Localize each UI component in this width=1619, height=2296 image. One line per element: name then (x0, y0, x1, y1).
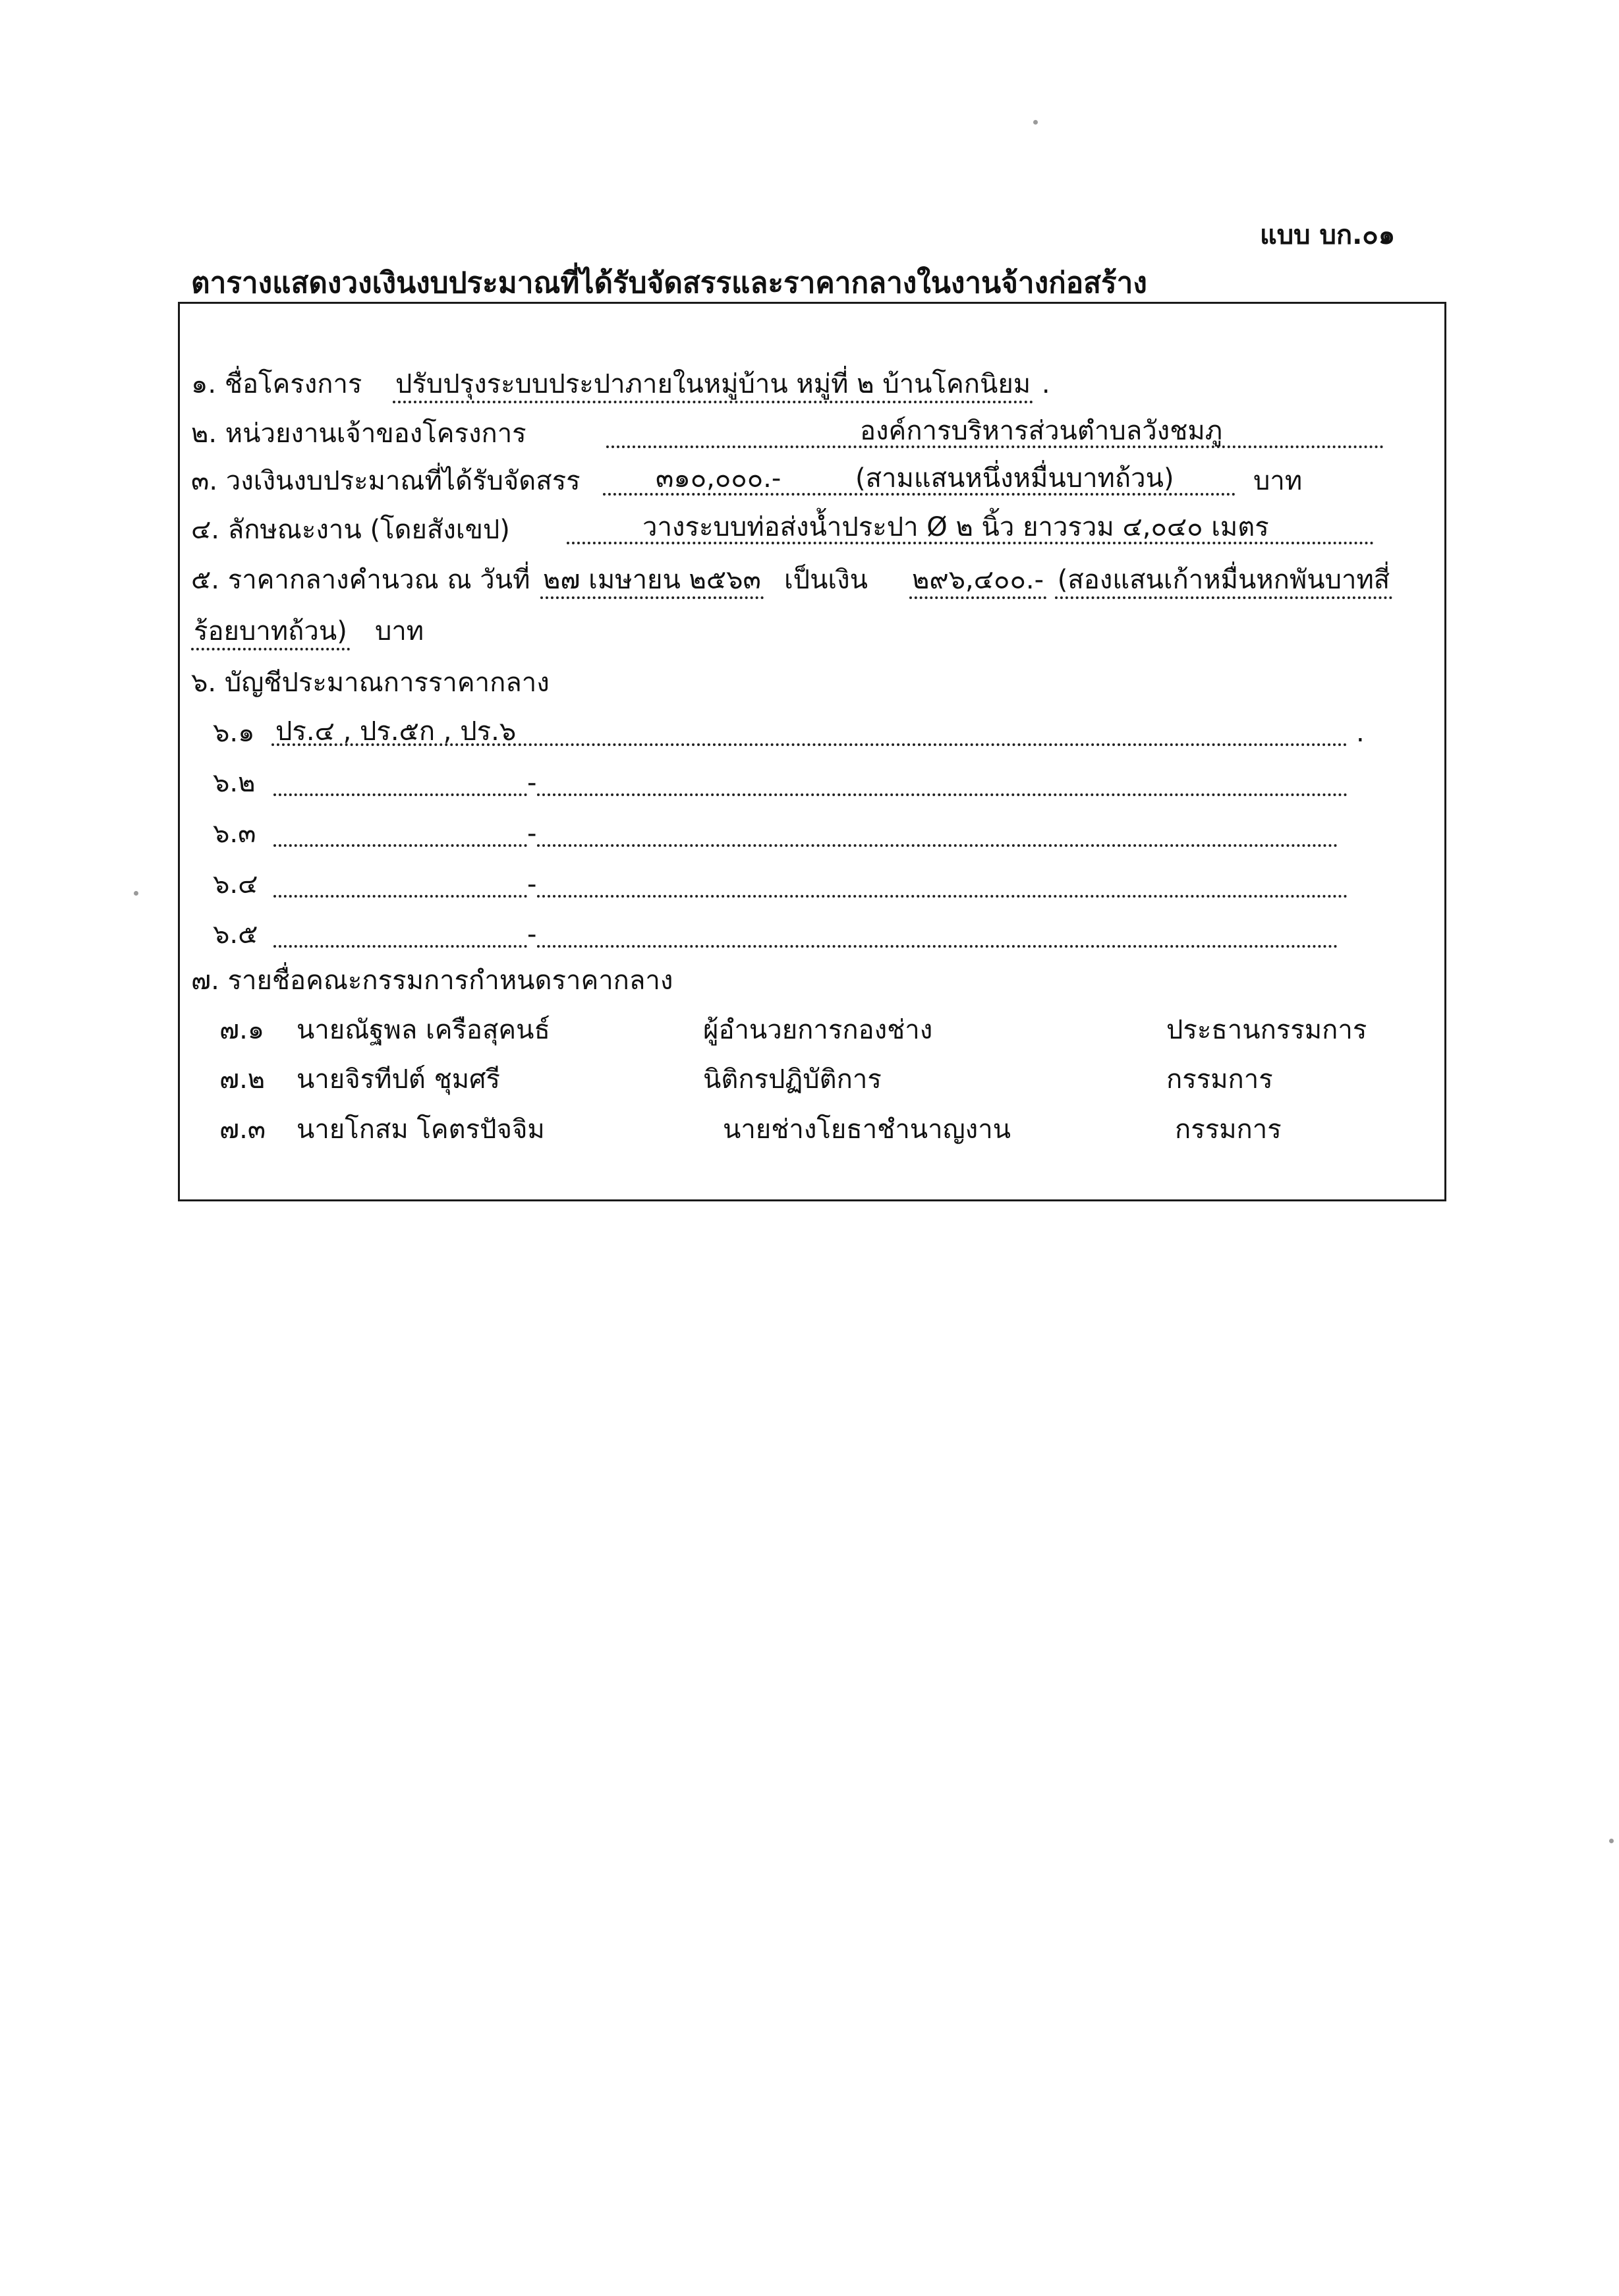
price-account-no: ๖.๕ (213, 919, 258, 950)
committee-member-position: นิติกรปฏิบัติการ (703, 1064, 882, 1095)
scan-speck (1609, 1839, 1614, 1843)
committee-member-no: ๗.๒ (219, 1064, 266, 1095)
committee-member-role: ประธานกรรมการ (1166, 1015, 1367, 1045)
budget-unit: บาท (1253, 466, 1303, 496)
budget-label: ๓. วงเงินงบประมาณที่ได้รับจัดสรร (191, 466, 581, 496)
reference-price-date: ๒๗ เมษายน ๒๕๖๓ (540, 565, 764, 599)
price-account-no: ๖.๒ (213, 768, 256, 798)
project-name-label: ๑. ชื่อโครงการ (191, 369, 362, 399)
reference-price-words-1: (สองแสนเก้าหมื่นหกพันบาทสี่ (1055, 565, 1392, 599)
price-account-leader (273, 895, 527, 898)
work-nature-label: ๔. ลักษณะงาน (โดยสังเขป) (191, 515, 510, 545)
scan-speck (1033, 120, 1038, 125)
price-account-leader (273, 844, 527, 847)
price-account-value: ปร.๔ , ปร.๕ก , ปร.๖ (275, 716, 517, 747)
reference-price-unit: บาท (374, 616, 424, 646)
price-account-leader (537, 895, 1348, 898)
price-account-fill-line (271, 743, 1348, 746)
owner-agency-value: องค์การบริหารส่วนตำบลวังชมภู (860, 416, 1223, 446)
price-account-mark: - (527, 818, 537, 849)
committee-member-name: นายณัฐพล เครือสุคนธ์ (297, 1015, 550, 1045)
committee-member-role: กรรมการ (1166, 1064, 1273, 1095)
budget-words: (สามแสนหนึ่งหมื่นบาทถ้วน) (855, 463, 1174, 494)
price-account-leader (537, 844, 1338, 847)
reference-price-words-2: ร้อยบาทถ้วน) (191, 616, 350, 650)
project-name-value: ปรับปรุงระบบประปาภายในหมู่บ้าน หมู่ที่ ๒ บ้านโคกนิยม (393, 369, 1033, 403)
reference-price-amount-wrap (909, 561, 1392, 598)
committee-member-no: ๗.๓ (219, 1114, 266, 1145)
price-account-no: ๖.๑ (213, 718, 255, 748)
price-account-leader (273, 945, 527, 948)
document-title: ตารางแสดงวงเงินงบประมาณที่ได้รับจัดสรรและราคากลางในงานจ้างก่อสร้าง (191, 266, 1147, 300)
price-account-leader (537, 793, 1348, 796)
reference-price-amount-label: เป็นเงิน (784, 565, 868, 595)
project-name-row (191, 366, 362, 403)
committee-label: ๗. รายชื่อคณะกรรมการกำหนดราคากลาง (191, 965, 673, 996)
committee-member-position: ผู้อำนวยการกองช่าง (703, 1015, 933, 1045)
price-account-mark: - (527, 768, 537, 798)
project-name-value-wrap: ปรับปรุงระบบประปาภายในหมู่บ้าน หมู่ที่ ๒ บ้านโคกนิยม . (393, 366, 1050, 403)
price-account-dot: . (1356, 718, 1365, 748)
price-account-no: ๖.๓ (213, 818, 256, 849)
committee-member-name: นายจิรทีปต์ ชุมศรี (297, 1064, 501, 1095)
price-account-mark: - (527, 869, 537, 900)
reference-price-label: ๕. ราคากลางคำนวณ ณ วันที่ (191, 565, 530, 595)
committee-member-no: ๗.๑ (219, 1015, 265, 1045)
form-code: แบบ บก.๐๑ (1260, 220, 1396, 250)
owner-agency-label: ๒. หน่วยงานเจ้าของโครงการ (191, 418, 526, 449)
price-accounts-label: ๖. บัญชีประมาณการราคากลาง (191, 668, 550, 698)
reference-price-date-wrap (540, 561, 764, 598)
work-nature-value: วางระบบท่อส่งน้ำประปา Ø ๒ นิ้ว ยาวรวม ๔,๐๔๐ เมตร (642, 512, 1269, 542)
committee-member-name: นายโกสม โคตรปัจจิม (297, 1114, 545, 1145)
price-account-no: ๖.๔ (213, 869, 258, 900)
committee-member-role: กรรมการ (1175, 1114, 1282, 1145)
scan-speck (134, 891, 138, 896)
committee-member-position: นายช่างโยธาชำนาญงาน (723, 1114, 1011, 1145)
reference-price-amount: ๒๙๖,๔๐๐.- (909, 565, 1046, 599)
budget-value: ๓๑๐,๐๐๐.- (656, 463, 781, 494)
price-account-leader (537, 945, 1338, 948)
price-account-leader (273, 793, 527, 796)
reference-price-line2 (191, 613, 424, 650)
price-account-mark: - (527, 919, 537, 950)
